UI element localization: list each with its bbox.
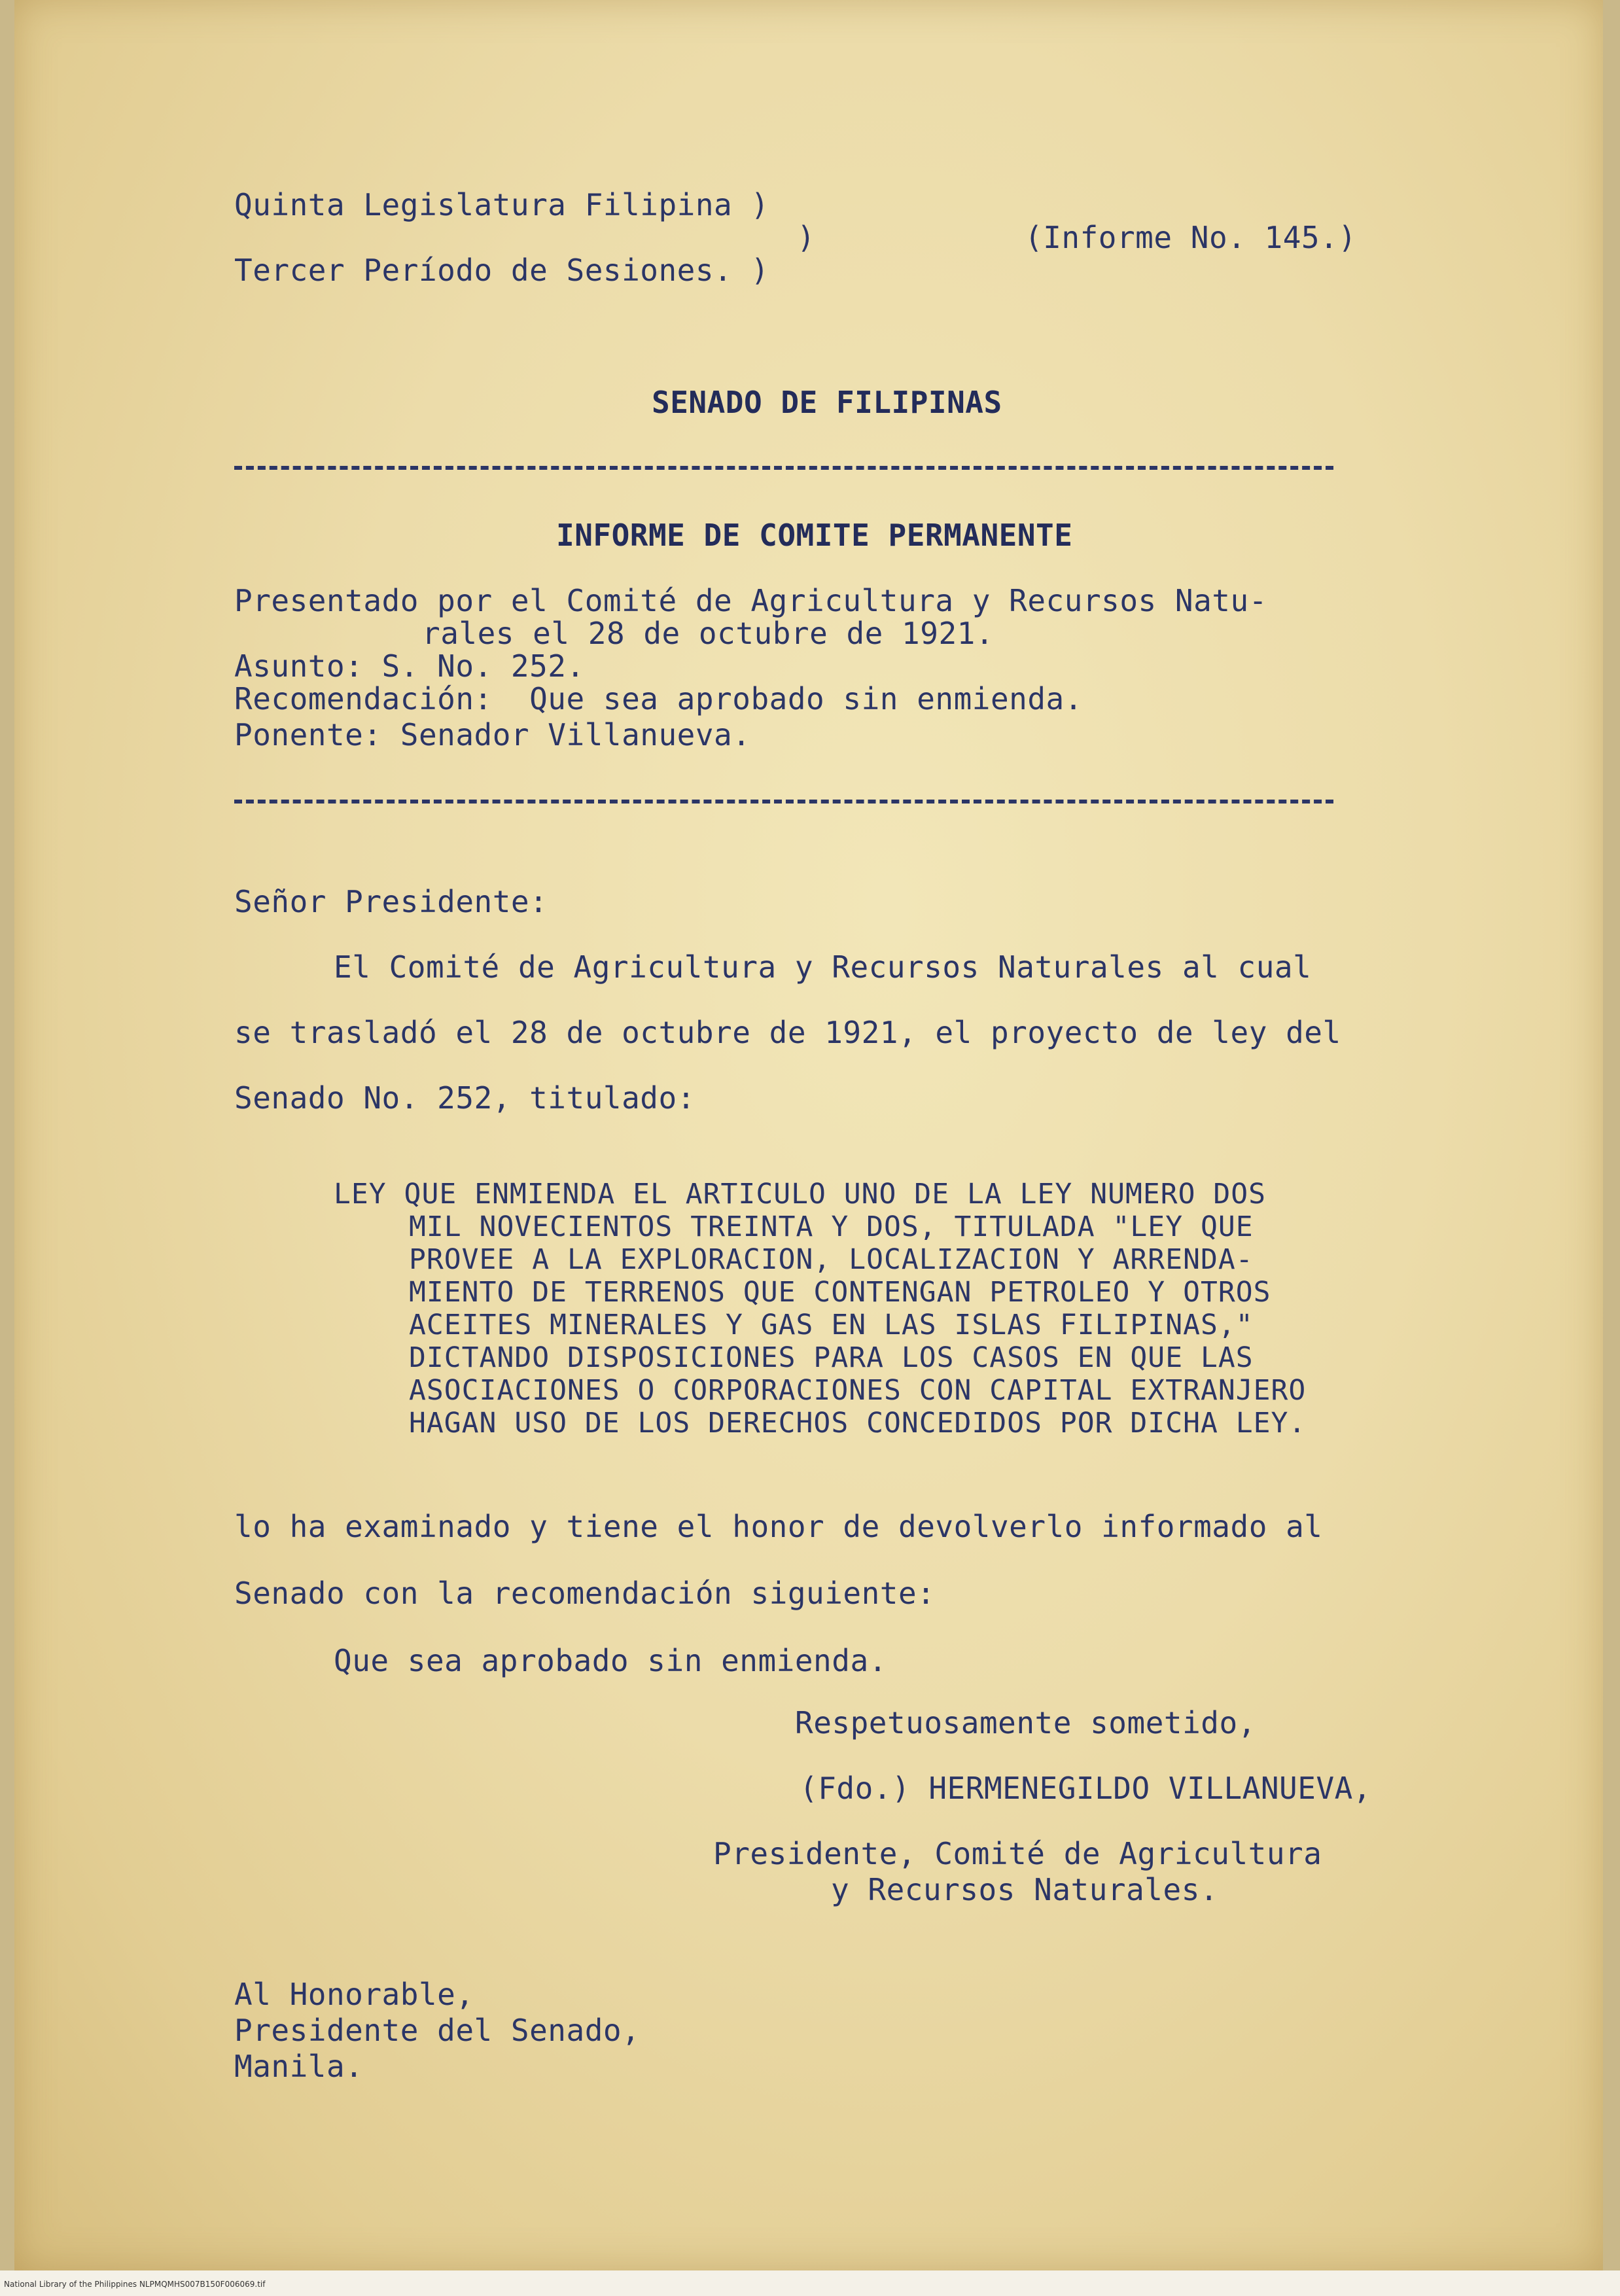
senate-title: SENADO DE FILIPINAS (652, 385, 1002, 420)
bottom-dashed-rule (234, 800, 1333, 804)
asunto-line: Asunto: S. No. 252. (234, 648, 585, 684)
signatory-title-1: Presidente, Comité de Agricultura (713, 1836, 1322, 1871)
body-line-1: El Comité de Agricultura y Recursos Naturales al cual (334, 949, 1312, 985)
bill-title-line-5: ACEITES MINERALES Y GAS EN LAS ISLAS FILIPINAS," (409, 1309, 1254, 1341)
header-bracket: ) (797, 220, 816, 255)
bill-title-line-4: MIENTO DE TERRENOS QUE CONTENGAN PETROLEO Y OTROS (409, 1276, 1271, 1309)
addressee-line-2: Presidente del Senado, (234, 2013, 641, 2048)
presented-line-2: rales el 28 de octubre de 1921. (422, 616, 995, 651)
report-heading: INFORME DE COMITE PERMANENTE (556, 518, 1073, 553)
signatory-title-2: y Recursos Naturales. (831, 1872, 1219, 1907)
bill-title-line-1: LEY QUE ENMIENDA EL ARTICULO UNO DE LA LEY NUMERO DOS (334, 1178, 1267, 1210)
top-dashed-rule (234, 466, 1333, 470)
document-page (14, 0, 1603, 2270)
body-line-2: se trasladó el 28 de octubre de 1921, el proyecto de ley del (234, 1015, 1341, 1050)
legislature-line-1: Quinta Legislatura Filipina ) (234, 187, 769, 222)
scan-footer-label: National Library of the Philippines NLPMQMHS007B150F006069.tif (4, 2280, 266, 2289)
recommendation-line: Que sea aprobado sin enmienda. (334, 1643, 887, 1678)
bill-title-line-3: PROVEE A LA EXPLORACION, LOCALIZACION Y ARRENDA- (409, 1243, 1254, 1276)
legislature-line-2: Tercer Período de Sesiones. ) (234, 253, 769, 288)
bill-title-line-2: MIL NOVECIENTOS TREINTA Y DOS, TITULADA "LEY QUE (409, 1210, 1254, 1243)
bill-title-line-8: HAGAN USO DE LOS DERECHOS CONCEDIDOS POR DICHA LEY. (409, 1407, 1307, 1439)
salutation: Señor Presidente: (234, 884, 548, 919)
presented-line-1: Presentado por el Comité de Agricultura y Recursos Natu- (234, 583, 1267, 618)
bill-title-line-7: ASOCIACIONES O CORPORACIONES CON CAPITAL EXTRANJERO (409, 1374, 1307, 1407)
addressee-line-1: Al Honorable, (234, 1977, 474, 2012)
recomendacion-line: Recomendación: Que sea aprobado sin enmienda. (234, 681, 1083, 716)
conclusion-line-2: Senado con la recomendación siguiente: (234, 1576, 936, 1611)
bill-title-line-6: DICTANDO DISPOSICIONES PARA LOS CASOS EN QUE LAS (409, 1341, 1254, 1374)
body-line-3: Senado No. 252, titulado: (234, 1080, 696, 1116)
report-number: (Informe No. 145.) (1025, 220, 1357, 255)
signed-name: (Fdo.) HERMENEGILDO VILLANUEVA, (800, 1771, 1372, 1806)
closing: Respetuosamente sometido, (795, 1705, 1256, 1740)
conclusion-line-1: lo ha examinado y tiene el honor de devolverlo informado al (234, 1509, 1323, 1544)
addressee-line-3: Manila. (234, 2049, 364, 2084)
ponente-line: Ponente: Senador Villanueva. (234, 717, 751, 752)
